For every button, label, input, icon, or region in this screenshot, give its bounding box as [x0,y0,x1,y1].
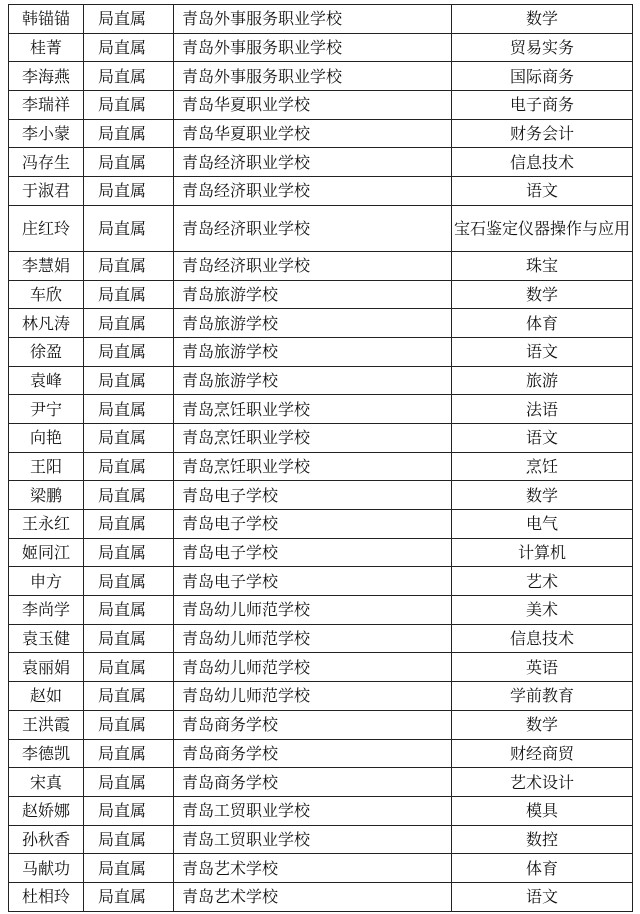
school-cell: 青岛电子学校 [174,481,452,510]
unit-cell: 局直属 [84,5,174,34]
table-row [9,33,633,62]
subject-cell: 美术 [452,596,633,625]
school-cell: 青岛工贸职业学校 [174,825,452,854]
table-row [9,538,633,567]
teacher-name-cell: 李瑞祥 [9,91,84,120]
teacher-name-cell: 袁丽娟 [9,653,84,682]
unit-cell: 局直属 [84,177,174,206]
teacher-name-cell: 袁峰 [9,366,84,395]
school-cell: 青岛艺术学校 [174,882,452,911]
subject-cell: 体育 [452,309,633,338]
school-cell: 青岛外事服务职业学校 [174,33,452,62]
teacher-name-cell: 杜相玲 [9,882,84,911]
table-row [9,177,633,206]
unit-cell: 局直属 [84,825,174,854]
unit-cell: 局直属 [84,205,174,251]
unit-cell: 局直属 [84,538,174,567]
unit-cell: 局直属 [84,62,174,91]
table-row [9,596,633,625]
teacher-name-cell: 梁鹏 [9,481,84,510]
table-row [9,280,633,309]
table-row [9,119,633,148]
table-row [9,91,633,120]
table-row [9,653,633,682]
subject-cell: 体育 [452,854,633,883]
unit-cell: 局直属 [84,710,174,739]
unit-cell: 局直属 [84,280,174,309]
subject-cell: 语文 [452,882,633,911]
school-cell: 青岛幼儿师范学校 [174,682,452,711]
unit-cell: 局直属 [84,423,174,452]
unit-cell: 局直属 [84,882,174,911]
school-cell: 青岛商务学校 [174,768,452,797]
teacher-name-cell: 孙秋香 [9,825,84,854]
table-row [9,251,633,280]
teacher-name-cell: 袁玉健 [9,624,84,653]
unit-cell: 局直属 [84,395,174,424]
school-cell: 青岛烹饪职业学校 [174,452,452,481]
table-row [9,309,633,338]
teacher-name-cell: 李慧娟 [9,251,84,280]
table-row [9,423,633,452]
school-cell: 青岛旅游学校 [174,366,452,395]
school-cell: 青岛烹饪职业学校 [174,423,452,452]
subject-cell: 模具 [452,796,633,825]
teacher-name-cell: 李海燕 [9,62,84,91]
subject-cell: 信息技术 [452,624,633,653]
teacher-name-cell: 冯存生 [9,148,84,177]
subject-cell: 国际商务 [452,62,633,91]
subject-cell: 英语 [452,653,633,682]
teacher-name-cell: 韩锚锚 [9,5,84,34]
unit-cell: 局直属 [84,251,174,280]
unit-cell: 局直属 [84,309,174,338]
subject-cell: 数控 [452,825,633,854]
unit-cell: 局直属 [84,91,174,120]
school-cell: 青岛商务学校 [174,710,452,739]
subject-cell: 语文 [452,337,633,366]
subject-cell: 数学 [452,710,633,739]
subject-cell: 财务会计 [452,119,633,148]
school-cell: 青岛幼儿师范学校 [174,624,452,653]
subject-cell: 艺术设计 [452,768,633,797]
table-row [9,205,633,251]
table-row [9,825,633,854]
table-row [9,337,633,366]
table-row [9,567,633,596]
teacher-name-cell: 李小蒙 [9,119,84,148]
school-cell: 青岛烹饪职业学校 [174,395,452,424]
teacher-name-cell: 于淑君 [9,177,84,206]
table-row [9,739,633,768]
subject-cell: 语文 [452,423,633,452]
teacher-name-cell: 姬同江 [9,538,84,567]
subject-cell: 信息技术 [452,148,633,177]
teacher-name-cell: 王阳 [9,452,84,481]
school-cell: 青岛经济职业学校 [174,205,452,251]
subject-cell: 法语 [452,395,633,424]
subject-cell: 数学 [452,280,633,309]
unit-cell: 局直属 [84,739,174,768]
unit-cell: 局直属 [84,452,174,481]
subject-cell: 珠宝 [452,251,633,280]
teacher-name-cell: 马献功 [9,854,84,883]
unit-cell: 局直属 [84,567,174,596]
school-cell: 青岛艺术学校 [174,854,452,883]
subject-cell: 财经商贸 [452,739,633,768]
school-cell: 青岛外事服务职业学校 [174,62,452,91]
school-cell: 青岛电子学校 [174,538,452,567]
unit-cell: 局直属 [84,796,174,825]
school-cell: 青岛华夏职业学校 [174,91,452,120]
subject-cell: 宝石鉴定仪器操作与应用 [452,205,633,251]
teacher-name-cell: 林凡涛 [9,309,84,338]
school-cell: 青岛工贸职业学校 [174,796,452,825]
school-cell: 青岛经济职业学校 [174,177,452,206]
subject-cell: 计算机 [452,538,633,567]
school-cell: 青岛旅游学校 [174,280,452,309]
teacher-name-cell: 庄红玲 [9,205,84,251]
teacher-roster-table [8,4,633,912]
table-row [9,854,633,883]
subject-cell: 数学 [452,5,633,34]
teacher-name-cell: 王洪霞 [9,710,84,739]
teacher-name-cell: 徐盈 [9,337,84,366]
school-cell: 青岛商务学校 [174,739,452,768]
teacher-name-cell: 赵娇娜 [9,796,84,825]
subject-cell: 烹饪 [452,452,633,481]
teacher-name-cell: 向艳 [9,423,84,452]
school-cell: 青岛旅游学校 [174,309,452,338]
teacher-name-cell: 赵如 [9,682,84,711]
teacher-name-cell: 李尚学 [9,596,84,625]
subject-cell: 电气 [452,510,633,539]
subject-cell: 贸易实务 [452,33,633,62]
unit-cell: 局直属 [84,596,174,625]
table-row [9,452,633,481]
unit-cell: 局直属 [84,510,174,539]
table-row [9,768,633,797]
subject-cell: 艺术 [452,567,633,596]
table-row [9,710,633,739]
unit-cell: 局直属 [84,119,174,148]
teacher-name-cell: 宋真 [9,768,84,797]
unit-cell: 局直属 [84,682,174,711]
subject-cell: 旅游 [452,366,633,395]
table-row [9,882,633,911]
school-cell: 青岛幼儿师范学校 [174,596,452,625]
school-cell: 青岛电子学校 [174,567,452,596]
teacher-name-cell: 李德凯 [9,739,84,768]
table-row [9,510,633,539]
school-cell: 青岛经济职业学校 [174,148,452,177]
table-row [9,62,633,91]
unit-cell: 局直属 [84,768,174,797]
teacher-name-cell: 申方 [9,567,84,596]
teacher-name-cell: 桂菁 [9,33,84,62]
table-row [9,481,633,510]
school-cell: 青岛旅游学校 [174,337,452,366]
table-row [9,682,633,711]
subject-cell: 学前教育 [452,682,633,711]
unit-cell: 局直属 [84,624,174,653]
school-cell: 青岛外事服务职业学校 [174,5,452,34]
table-row [9,148,633,177]
unit-cell: 局直属 [84,366,174,395]
teacher-roster-body [9,5,633,912]
school-cell: 青岛华夏职业学校 [174,119,452,148]
subject-cell: 语文 [452,177,633,206]
teacher-roster-document [8,4,632,912]
table-row [9,5,633,34]
subject-cell: 数学 [452,481,633,510]
table-row [9,395,633,424]
school-cell: 青岛电子学校 [174,510,452,539]
unit-cell: 局直属 [84,653,174,682]
unit-cell: 局直属 [84,481,174,510]
teacher-name-cell: 王永红 [9,510,84,539]
teacher-name-cell: 尹宁 [9,395,84,424]
unit-cell: 局直属 [84,33,174,62]
school-cell: 青岛经济职业学校 [174,251,452,280]
table-row [9,796,633,825]
school-cell: 青岛幼儿师范学校 [174,653,452,682]
unit-cell: 局直属 [84,854,174,883]
table-row [9,624,633,653]
unit-cell: 局直属 [84,148,174,177]
unit-cell: 局直属 [84,337,174,366]
teacher-name-cell: 车欣 [9,280,84,309]
subject-cell: 电子商务 [452,91,633,120]
table-row [9,366,633,395]
